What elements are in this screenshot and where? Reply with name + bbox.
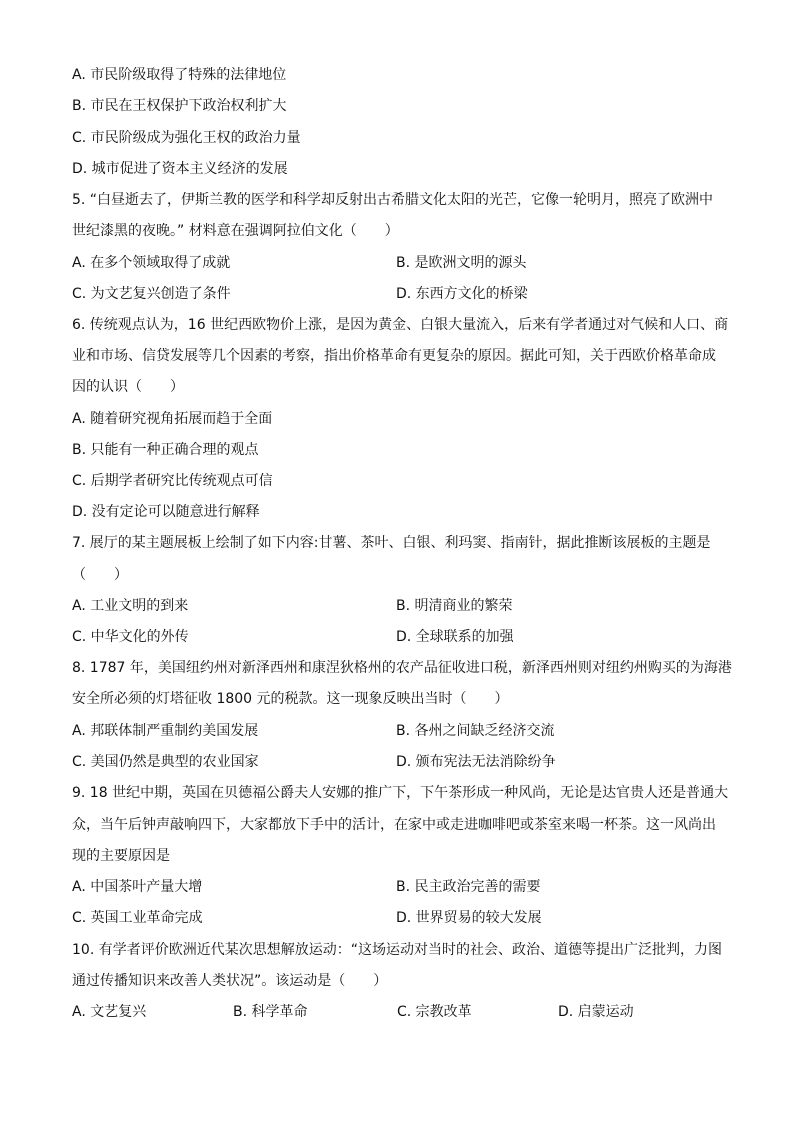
q5-option-d: D. 东西方文化的桥梁	[396, 286, 528, 302]
q9-stem-line-1: 9. 18 世纪中期，英国在贝德福公爵夫人安娜的推广下，下午茶形成一种风尚，无论是达官贵人还是普通大	[72, 785, 729, 801]
q5-stem-line-1: 5. “白昼逝去了，伊斯兰教的医学和科学却反射出古希腊文化太阳的光芒，它像一轮明月，照亮了欧洲中	[72, 192, 714, 208]
q10-stem-line-2: 通过传播知识来改善人类状况”。该运动是（ ）	[72, 973, 388, 989]
q5-stem-line-2: 世纪漆黑的夜晚。” 材料意在强调阿拉伯文化（ ）	[72, 223, 399, 239]
q9-option-d: D. 世界贸易的较大发展	[396, 910, 542, 926]
q10-option-b: B. 科学革命	[233, 1004, 308, 1020]
q6-stem-line-2: 业和市场、信贷发展等几个因素的考察，指出价格革命有更复杂的原因。据此可知，关于西欧价格革命成	[72, 348, 716, 364]
q6-stem-line-1: 6. 传统观点认为，16 世纪西欧物价上涨，是因为黄金、白银大量流入，后来有学者通过对气候和人口、商	[72, 317, 729, 333]
q7-stem-line-2: （ ）	[72, 567, 128, 583]
q7-option-b: B. 明清商业的繁荣	[396, 598, 513, 614]
q5-option-a: A. 在多个领域取得了成就	[72, 255, 231, 271]
q7-option-a: A. 工业文明的到来	[72, 598, 189, 614]
q5-option-b: B. 是欧洲文明的源头	[396, 255, 527, 271]
q9-option-b: B. 民主政治完善的需要	[396, 879, 541, 895]
q8-stem-line-2: 安全所必须的灯塔征收 1800 元的税款。这一现象反映出当时（ ）	[72, 691, 509, 707]
q8-option-b: B. 各州之间缺乏经济交流	[396, 723, 555, 739]
q6-stem-line-3: 因的认识（ ）	[72, 379, 184, 395]
q7-option-c: C. 中华文化的外传	[72, 629, 189, 645]
q6-option-d: D. 没有定论可以随意进行解释	[72, 504, 260, 520]
q9-stem-line-2: 众，当午后钟声敲响四下，大家都放下手中的活计，在家中或走进咖啡吧或茶室来喝一杯茶。这一风尚出	[72, 817, 716, 833]
q5-option-c: C. 为文艺复兴创造了条件	[72, 286, 231, 302]
q10-option-a: A. 文艺复兴	[72, 1004, 147, 1020]
q8-option-c: C. 美国仍然是典型的农业国家	[72, 754, 259, 770]
q10-option-c: C. 宗教改革	[397, 1004, 472, 1020]
q8-option-d: D. 颁布宪法无法消除纷争	[396, 754, 556, 770]
q4-option-b: B. 市民在王权保护下政治权利扩大	[72, 98, 287, 114]
q9-option-c: C. 英国工业革命完成	[72, 910, 203, 926]
q7-stem-line-1: 7. 展厅的某主题展板上绘制了如下内容:甘薯、茶叶、白银、利玛窦、指南针，据此推断该展板的主题是	[72, 535, 711, 551]
q6-option-a: A. 随着研究视角拓展而趋于全面	[72, 411, 273, 427]
q4-option-c: C. 市民阶级成为强化王权的政治力量	[72, 130, 301, 146]
q9-stem-line-3: 现的主要原因是	[72, 848, 170, 864]
q4-option-d: D. 城市促进了资本主义经济的发展	[72, 161, 288, 177]
q7-option-d: D. 全球联系的加强	[396, 629, 514, 645]
q6-option-c: C. 后期学者研究比传统观点可信	[72, 473, 273, 489]
q10-option-d: D. 启蒙运动	[558, 1004, 634, 1020]
q10-stem-line-1: 10. 有学者评价欧洲近代某次思想解放运动：“这场运动对当时的社会、政治、道德等提出广泛批判，力图	[72, 942, 722, 958]
q8-option-a: A. 邦联体制严重制约美国发展	[72, 723, 259, 739]
q8-stem-line-1: 8. 1787 年，美国纽约州对新泽西州和康涅狄格州的农产品征收进口税，新泽西州则对纽约州购买的为海港	[72, 660, 732, 676]
q9-option-a: A. 中国茶叶产量大增	[72, 879, 203, 895]
q6-option-b: B. 只能有一种正确合理的观点	[72, 442, 259, 458]
q4-option-a: A. 市民阶级取得了特殊的法律地位	[72, 67, 287, 83]
